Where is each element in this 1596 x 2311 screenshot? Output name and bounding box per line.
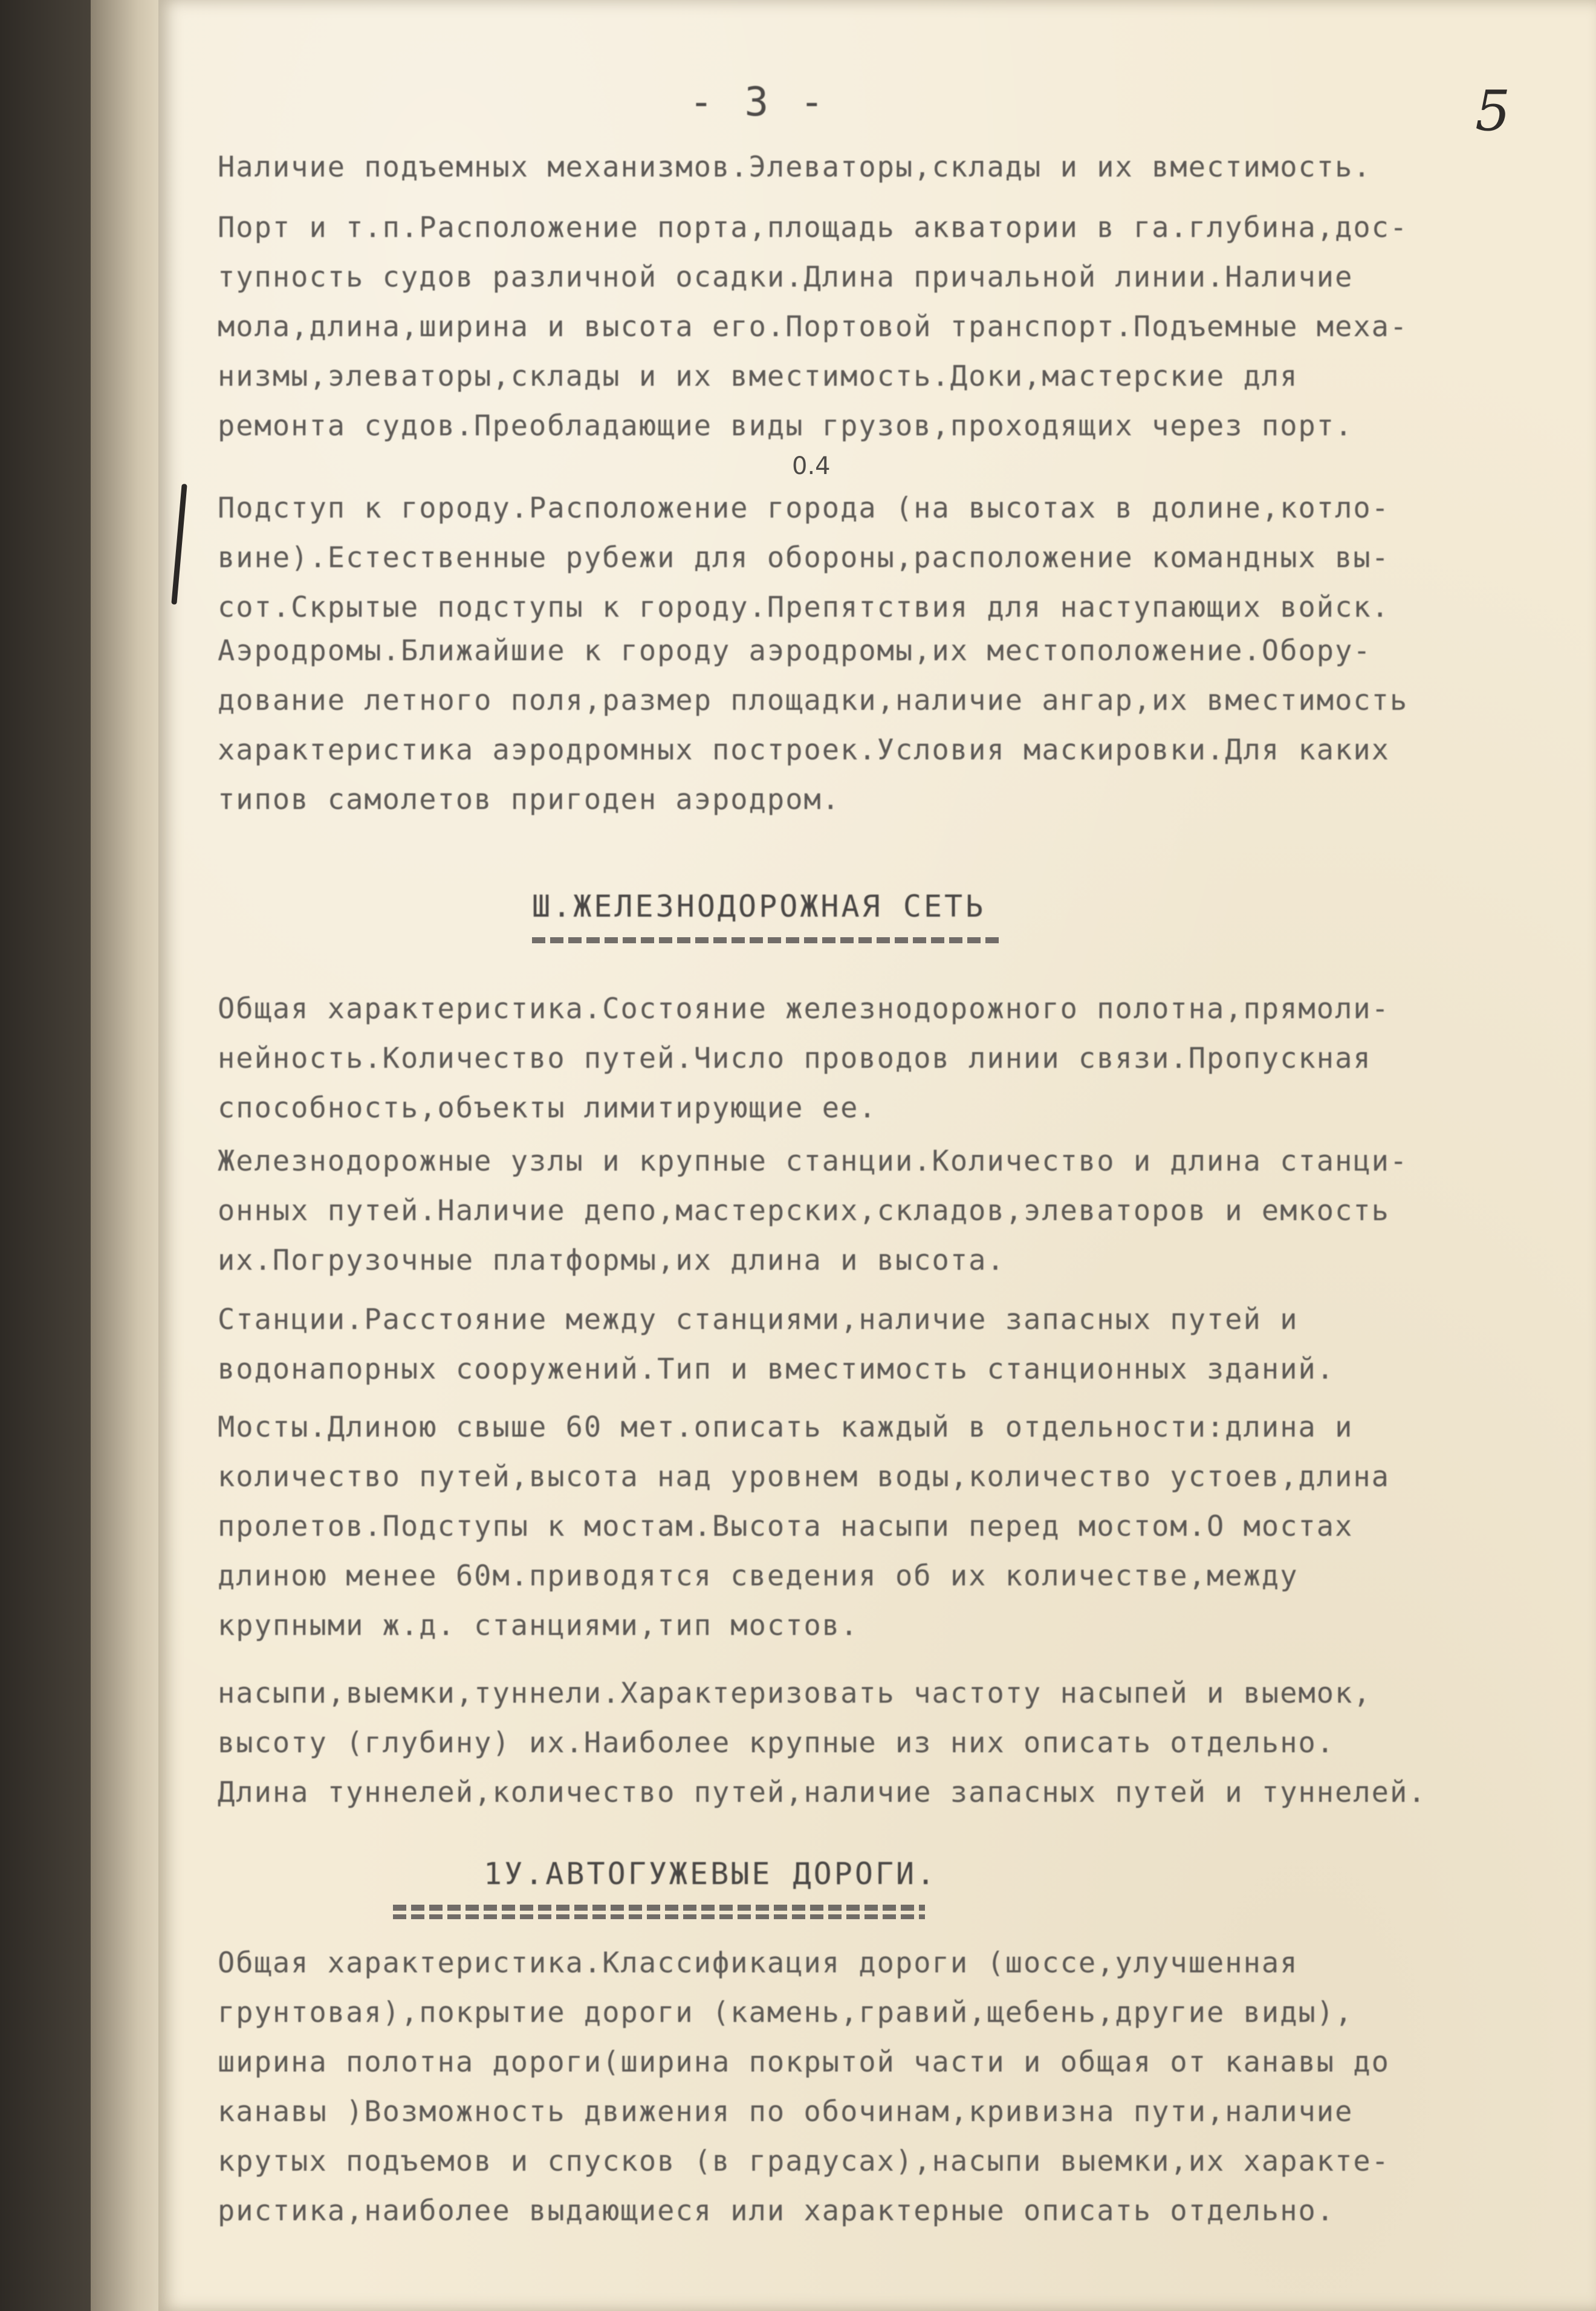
paragraph-railway-general (218, 984, 1572, 1133)
paragraph-port (218, 203, 1572, 451)
text-line: Наличие подъемных механизмов.Элеваторы,склады и их вместимость. (218, 151, 1372, 184)
paragraph-railway-junctions (218, 1137, 1572, 1286)
heading-underline (532, 937, 1004, 943)
text-line: способность,объекты лимитирующие ее. (218, 1091, 877, 1125)
text-line: онных путей.Наличие депо,мастерских,складов,элеваторов и емкость (218, 1194, 1390, 1227)
text-line: ристика,наиболее выдающиеся или характерные описать отдельно. (218, 2194, 1335, 2228)
text-line: крупными ж.д. станциями,тип мостов. (218, 1609, 859, 1642)
paragraph-airfields (218, 626, 1572, 825)
text-line: количество путей,высота над уровнем воды,количество устоев,длина (218, 1460, 1390, 1494)
text-line: мола,длина,ширина и высота его.Портовой транспорт.Подъемные меха- (218, 310, 1409, 343)
text-line: типов самолетов пригоден аэродром. (218, 783, 841, 816)
text-line: крутых подъемов и спусков (в градусах),насыпи выемки,их характе- (218, 2145, 1390, 2178)
section-heading-roads: 1У.АВТОГУЖЕВЫЕ ДОРОГИ. (484, 1856, 938, 1891)
text-line: их.Погрузочные платформы,их длина и высота. (218, 1244, 1005, 1277)
text-line: низмы,элеваторы,склады и их вместимость.Доки,мастерские для (218, 360, 1299, 393)
text-line: грунтовая),покрытие дороги (камень,гравий,щебень,другие виды), (218, 1996, 1354, 2029)
text-line: Порт и т.п.Расположение порта,площадь акватории в га.глубина,дос- (218, 211, 1409, 244)
text-line: канавы )Возможность движения по обочинам,кривизна пути,наличие (218, 2095, 1354, 2128)
section-heading-railway: Ш.ЖЕЛЕЗНОДОРОЖНАЯ СЕТЬ (532, 889, 986, 924)
text-line: Станции.Расстояние между станциями,наличие запасных путей и (218, 1303, 1299, 1336)
text-line: Общая характеристика.Состояние железнодорожного полотна,прямоли- (218, 992, 1390, 1025)
text-line: ремонта судов.Преобладающие виды грузов,проходящих через порт. (218, 409, 1354, 443)
paragraph-lifting-equipment (218, 143, 1572, 192)
text-line: Мосты.Длиною свыше 60 мет.описать каждый в отдельности:длина и (218, 1411, 1354, 1444)
paragraph-bridges (218, 1403, 1572, 1651)
pencil-note: 0.4 (792, 452, 831, 480)
text-line: ширина полотна дороги(ширина покрытой части и общая от канавы до (218, 2046, 1390, 2079)
text-line: Железнодорожные узлы и крупные станции.Количество и длина станци- (218, 1145, 1409, 1178)
paragraph-stations (218, 1295, 1572, 1394)
text-line: высоту (глубину) их.Наиболее крупные из них описать отдельно. (218, 1726, 1335, 1760)
text-line: вине).Естественные рубежи для обороны,расположение командных вы- (218, 541, 1390, 574)
text-line: водонапорных сооружений.Тип и вместимость станционных зданий. (218, 1353, 1335, 1386)
text-line: дование летного поля,размер площадки,наличие ангар,их вместимость (218, 684, 1409, 717)
text-line: длиною менее 60м.приводятся сведения об их количестве,между (218, 1559, 1299, 1593)
page-number: - 3 - (689, 79, 828, 125)
text-line: характеристика аэродромных построек.Условия маскировки.Для каких (218, 733, 1390, 767)
text-line: Аэродромы.Ближайшие к городу аэродромы,их местоположение.Обору- (218, 634, 1372, 668)
paragraph-city-approach (218, 484, 1572, 632)
text-line: Длина туннелей,количество путей,наличие запасных путей и туннелей. (218, 1776, 1427, 1809)
text-line: сот.Скрытые подступы к городу.Препятствия для наступающих войск. (218, 591, 1390, 624)
text-line: тупность судов различной осадки.Длина причальной линии.Наличие (218, 261, 1354, 294)
text-line: насыпи,выемки,туннели.Характеризовать частоту насыпей и выемок, (218, 1677, 1372, 1710)
text-line: пролетов.Подступы к мостам.Высота насыпи перед мостом.О мостах (218, 1510, 1354, 1543)
heading-underline-double (393, 1914, 925, 1919)
paragraph-roads-general (218, 1939, 1572, 2236)
text-line: Подступ к городу.Расположение города (на высотах в долине,котло- (218, 492, 1390, 525)
heading-underline (393, 1905, 925, 1911)
archive-page-number: 5 (1475, 79, 1511, 143)
text-line: Общая характеристика.Классификация дороги (шоссе,улучшенная (218, 1946, 1299, 1980)
text-line: нейность.Количество путей.Число проводов линии связи.Пропускная (218, 1042, 1372, 1075)
paragraph-embankments (218, 1669, 1572, 1818)
